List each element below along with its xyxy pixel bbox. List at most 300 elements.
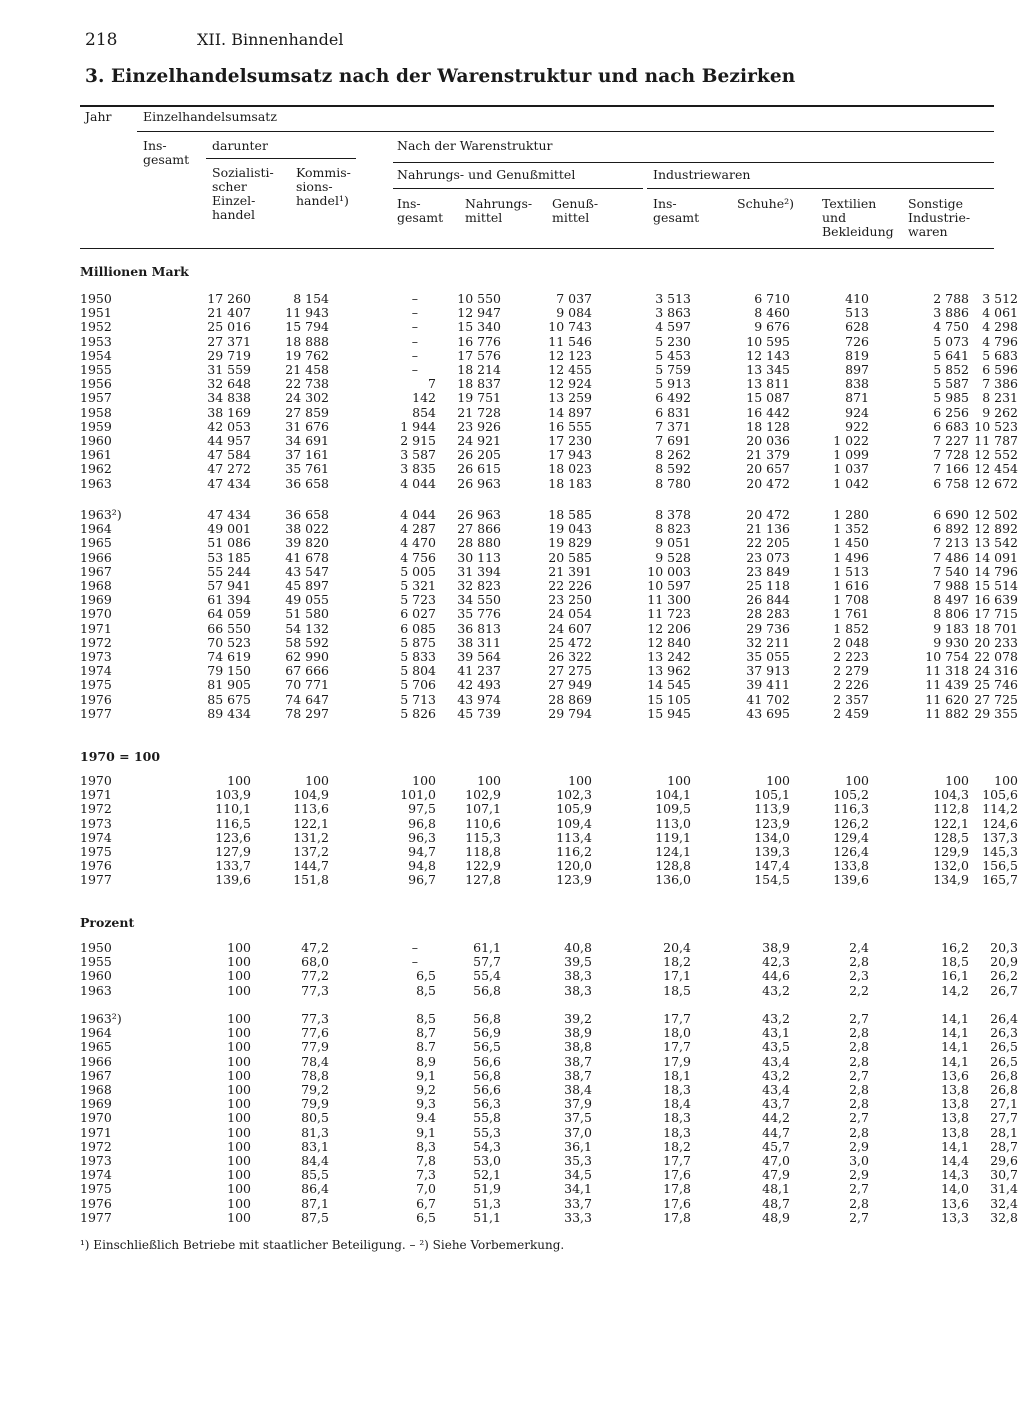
cell-jahr: 1976 [80, 858, 112, 874]
cell-schuhe: 2,7 [849, 1209, 869, 1225]
cell-jahr: 1969 [80, 1096, 112, 1112]
cell-sonstige: 12 892 [974, 521, 1018, 537]
cell-insgesamt: 42 053 [207, 418, 251, 434]
cell-iw-insgesamt: 15 087 [746, 390, 790, 406]
cell-kommissionshandel: 5 723 [400, 592, 436, 608]
table-row [80, 579, 1018, 593]
cell-genussmittel: 5 759 [655, 362, 691, 378]
cell-schuhe: 2,3 [849, 968, 869, 984]
cell-jahr: 1976 [80, 691, 112, 707]
cell-iw-insgesamt: 22 205 [746, 535, 790, 551]
cell-insgesamt: 100 [227, 1153, 251, 1169]
cell-ng-insgesamt: 41 237 [457, 663, 501, 679]
table-row [80, 391, 1018, 405]
cell-ng-insgesamt: 26 615 [457, 461, 501, 477]
cell-jahr: 1950 [80, 940, 112, 955]
cell-insgesamt: 25 016 [207, 319, 251, 335]
cell-jahr: 1961 [80, 447, 112, 463]
cell-schuhe: 2,8 [849, 1096, 869, 1112]
cell-sonstige: 32,8 [990, 1209, 1018, 1225]
cell-kommissionshandel: 96,3 [408, 829, 436, 845]
cell-ng-insgesamt: 56,3 [473, 1096, 501, 1112]
cell-nahrungsmittel: 14 897 [548, 404, 592, 420]
cell-insgesamt: 100 [227, 1053, 251, 1069]
cell-kommissionshandel: 3 835 [400, 461, 436, 477]
cell-genussmittel: 119,1 [655, 829, 691, 845]
cell-insgesamt: 44 957 [207, 433, 251, 449]
col-header-schuhe: Schuhe²) [737, 196, 795, 211]
cell-genussmittel: 8 378 [655, 507, 691, 522]
col-header-ng-insgesamt: Ins- gesamt [397, 196, 444, 225]
col-header-nahrungsmittel: Nahrungs- mittel [465, 196, 533, 225]
cell-sozialistischer-einzelhandel: 70 771 [285, 677, 329, 693]
cell-iw-insgesamt: 43 695 [746, 705, 790, 721]
cell-jahr: 1971 [80, 620, 112, 636]
cell-sonstige: 26,5 [990, 1039, 1018, 1055]
cell-nahrungsmittel: 26 322 [548, 649, 592, 665]
cell-textilien: 5 587 [933, 376, 969, 392]
cell-insgesamt: 100 [227, 1195, 251, 1211]
cell-kommissionshandel: 96,7 [408, 872, 436, 888]
cell-textilien: 16,2 [941, 940, 969, 955]
cell-schuhe: 410 [845, 291, 869, 306]
cell-kommissionshandel: 5 875 [400, 634, 436, 650]
cell-schuhe: 2 459 [833, 705, 869, 721]
cell-insgesamt: 32 648 [207, 376, 251, 392]
cell-sozialistischer-einzelhandel: 19 762 [285, 347, 329, 363]
cell-nahrungsmittel: 34,1 [564, 1181, 592, 1197]
cell-genussmittel: 124,1 [655, 844, 691, 860]
cell-insgesamt: 55 244 [207, 563, 251, 579]
cell-kommissionshandel: 5 706 [400, 677, 436, 693]
cell-sozialistischer-einzelhandel: 77,3 [301, 982, 329, 998]
cell-sozialistischer-einzelhandel: 49 055 [285, 592, 329, 608]
cell-jahr: 1956 [80, 376, 112, 392]
cell-iw-insgesamt: 113,9 [754, 801, 790, 817]
running-head: XII. Binnenhandel [197, 30, 344, 49]
cell-ng-insgesamt: 115,3 [465, 829, 501, 845]
cell-sonstige: 100 [994, 773, 1018, 788]
table-row [80, 1154, 1018, 1168]
cell-insgesamt: 100 [227, 1110, 251, 1126]
cell-sozialistischer-einzelhandel: 18 888 [285, 333, 329, 349]
cell-schuhe: 513 [845, 305, 869, 321]
cell-kommissionshandel: 7 [428, 376, 436, 392]
cell-insgesamt: 100 [227, 1124, 251, 1140]
cell-iw-insgesamt: 43,1 [762, 1025, 790, 1041]
cell-schuhe: 1 513 [833, 563, 869, 579]
cell-genussmittel: 18,1 [663, 1067, 691, 1083]
cell-jahr: 1977 [80, 872, 112, 888]
cell-sozialistischer-einzelhandel: 81,3 [301, 1124, 329, 1140]
cell-sonstige: 32,4 [990, 1195, 1018, 1211]
table-row [80, 420, 1018, 434]
table-row [80, 1211, 1018, 1225]
cell-genussmittel: 18,3 [663, 1124, 691, 1140]
cell-textilien: 6 758 [933, 475, 969, 491]
cell-kommissionshandel: 5 833 [400, 649, 436, 665]
cell-sonstige: 20,3 [990, 940, 1018, 955]
cell-sozialistischer-einzelhandel: 78,8 [301, 1067, 329, 1083]
cell-textilien: 8 806 [933, 606, 969, 622]
cell-sonstige: 5 683 [982, 347, 1018, 363]
cell-nahrungsmittel: 29 794 [548, 705, 592, 721]
cell-jahr: 1950 [80, 291, 112, 306]
cell-nahrungsmittel: 38,7 [564, 1067, 592, 1083]
cell-sonstige: 9 262 [982, 404, 1018, 420]
cell-ng-insgesamt: 56,8 [473, 1067, 501, 1083]
cell-jahr: 1963 [80, 475, 112, 491]
cell-jahr: 1974 [80, 829, 112, 845]
cell-textilien: 3 886 [933, 305, 969, 321]
cell-genussmittel: 10 597 [647, 578, 691, 594]
cell-ng-insgesamt: 16 776 [457, 333, 501, 349]
cell-kommissionshandel: 142 [412, 390, 436, 406]
cell-kommissionshandel: 8.7 [416, 1039, 436, 1055]
cell-nahrungsmittel: 37,9 [564, 1096, 592, 1112]
cell-genussmittel: 13 242 [647, 649, 691, 665]
cell-genussmittel: 100 [667, 773, 691, 788]
cell-ng-insgesamt: 52,1 [473, 1167, 501, 1183]
cell-iw-insgesamt: 154,5 [754, 872, 790, 888]
cell-insgesamt: 47 272 [207, 461, 251, 477]
cell-sonstige: 124,6 [982, 815, 1018, 831]
cell-sonstige: 27,1 [990, 1096, 1018, 1112]
cell-schuhe: 105,2 [833, 787, 869, 803]
table-row [80, 969, 1018, 983]
cell-sozialistischer-einzelhandel: 86,4 [301, 1181, 329, 1197]
cell-genussmittel: 18,4 [663, 1096, 691, 1112]
cell-ng-insgesamt: 27 866 [457, 521, 501, 537]
cell-insgesamt: 100 [227, 1025, 251, 1041]
cell-kommissionshandel: 9,2 [416, 1082, 436, 1098]
cell-genussmittel: 128,8 [655, 858, 691, 874]
cell-iw-insgesamt: 42,3 [762, 954, 790, 970]
cell-kommissionshandel: – [411, 347, 418, 363]
cell-ng-insgesamt: 43 974 [457, 691, 501, 707]
rule-under-warenstruktur [393, 162, 994, 163]
cell-jahr: 1962 [80, 461, 112, 477]
cell-iw-insgesamt: 6 710 [754, 291, 790, 306]
table-row [80, 320, 1018, 334]
cell-schuhe: 1 099 [833, 447, 869, 463]
cell-textilien: 18,5 [941, 954, 969, 970]
table-row [80, 984, 1018, 998]
cell-insgesamt: 116,5 [215, 815, 251, 831]
cell-nahrungsmittel: 102,3 [556, 787, 592, 803]
cell-schuhe: 1 042 [833, 475, 869, 491]
cell-sonstige: 26,3 [990, 1025, 1018, 1041]
cell-sonstige: 26,2 [990, 968, 1018, 984]
table-row [80, 448, 1018, 462]
cell-iw-insgesamt: 21 379 [746, 447, 790, 463]
cell-sozialistischer-einzelhandel: 144,7 [293, 858, 329, 874]
cell-jahr: 1960 [80, 968, 112, 984]
group-header-industriewaren: Industriewaren [653, 167, 751, 182]
cell-textilien: 129,9 [933, 844, 969, 860]
cell-sonstige: 20,9 [990, 954, 1018, 970]
cell-jahr: 1969 [80, 592, 112, 608]
cell-sonstige: 15 514 [974, 578, 1018, 594]
cell-jahr: 1955 [80, 954, 112, 970]
table-row [80, 845, 1018, 859]
cell-genussmittel: 17,8 [663, 1209, 691, 1225]
cell-textilien: 134,9 [933, 872, 969, 888]
cell-jahr: 1968 [80, 1082, 112, 1098]
table-row [80, 335, 1018, 349]
cell-jahr: 1967 [80, 563, 112, 579]
cell-kommissionshandel: 4 756 [400, 549, 436, 565]
cell-nahrungsmittel: 17 943 [548, 447, 592, 463]
cell-ng-insgesamt: 21 728 [457, 404, 501, 420]
cell-iw-insgesamt: 38,9 [762, 940, 790, 955]
cell-schuhe: 2,7 [849, 1067, 869, 1083]
cell-sonstige: 24 316 [974, 663, 1018, 679]
cell-sozialistischer-einzelhandel: 62 990 [285, 649, 329, 665]
cell-genussmittel: 17,7 [663, 1011, 691, 1026]
cell-textilien: 13,6 [941, 1067, 969, 1083]
cell-jahr: 1973 [80, 1153, 112, 1169]
cell-sonstige: 29 355 [974, 705, 1018, 721]
cell-sonstige: 165,7 [982, 872, 1018, 888]
cell-ng-insgesamt: 54,3 [473, 1138, 501, 1154]
cell-kommissionshandel: 101,0 [400, 787, 436, 803]
cell-kommissionshandel: 4 470 [400, 535, 436, 551]
cell-schuhe: 2,8 [849, 954, 869, 970]
cell-sozialistischer-einzelhandel: 34 691 [285, 433, 329, 449]
cell-kommissionshandel: – [411, 362, 418, 378]
cell-schuhe: 2,8 [849, 1195, 869, 1211]
cell-ng-insgesamt: 34 550 [457, 592, 501, 608]
cell-sozialistischer-einzelhandel: 67 666 [285, 663, 329, 679]
cell-iw-insgesamt: 13 811 [746, 376, 790, 392]
cell-kommissionshandel: 6 027 [400, 606, 436, 622]
cell-iw-insgesamt: 23 073 [746, 549, 790, 565]
cell-genussmittel: 6 831 [655, 404, 691, 420]
cell-genussmittel: 8 823 [655, 521, 691, 537]
cell-ng-insgesamt: 35 776 [457, 606, 501, 622]
cell-schuhe: 2,8 [849, 1025, 869, 1041]
cell-sonstige: 30,7 [990, 1167, 1018, 1183]
cell-sonstige: 12 552 [974, 447, 1018, 463]
cell-sozialistischer-einzelhandel: 38 022 [285, 521, 329, 537]
cell-textilien: 7 728 [933, 447, 969, 463]
cell-genussmittel: 6 492 [655, 390, 691, 406]
data-block-index-1970 [80, 774, 1018, 888]
cell-textilien: 14,0 [941, 1181, 969, 1197]
cell-textilien: 7 540 [933, 563, 969, 579]
cell-kommissionshandel: 8,7 [416, 1025, 436, 1041]
cell-insgesamt: 66 550 [207, 620, 251, 636]
cell-jahr: 1959 [80, 418, 112, 434]
table-row [80, 292, 1018, 306]
cell-genussmittel: 12 206 [647, 620, 691, 636]
cell-kommissionshandel: 4 044 [400, 475, 436, 491]
table-row [80, 462, 1018, 476]
cell-iw-insgesamt: 35 055 [746, 649, 790, 665]
cell-textilien: 7 166 [933, 461, 969, 477]
cell-schuhe: 1 037 [833, 461, 869, 477]
cell-ng-insgesamt: 56,6 [473, 1053, 501, 1069]
cell-sozialistischer-einzelhandel: 78,4 [301, 1053, 329, 1069]
cell-genussmittel: 9 528 [655, 549, 691, 565]
table-row [80, 774, 1018, 788]
cell-nahrungsmittel: 27 275 [548, 663, 592, 679]
cell-textilien: 7 988 [933, 578, 969, 594]
cell-kommissionshandel: 8,5 [416, 982, 436, 998]
cell-ng-insgesamt: 102,9 [465, 787, 501, 803]
group-header-darunter: darunter [212, 138, 268, 153]
cell-insgesamt: 139,6 [215, 872, 251, 888]
cell-kommissionshandel: 9,1 [416, 1124, 436, 1140]
cell-sozialistischer-einzelhandel: 15 794 [285, 319, 329, 335]
cell-jahr: 1973 [80, 649, 112, 665]
cell-sonstige: 137,3 [982, 829, 1018, 845]
cell-sozialistischer-einzelhandel: 11 943 [285, 305, 329, 321]
cell-insgesamt: 100 [227, 982, 251, 998]
cell-genussmittel: 15 105 [647, 691, 691, 707]
cell-insgesamt: 100 [227, 1209, 251, 1225]
col-header-insgesamt: Ins- gesamt [143, 138, 190, 167]
cell-insgesamt: 127,9 [215, 844, 251, 860]
table-row [80, 678, 1018, 692]
cell-genussmittel: 5 453 [655, 347, 691, 363]
cell-textilien: 5 985 [933, 390, 969, 406]
cell-sonstige: 31,4 [990, 1181, 1018, 1197]
cell-ng-insgesamt: 32 823 [457, 578, 501, 594]
data-block-prozent-1963-1977 [80, 1012, 1018, 1225]
cell-sonstige: 4 061 [982, 305, 1018, 321]
cell-textilien: 14,1 [941, 1025, 969, 1041]
cell-iw-insgesamt: 16 442 [746, 404, 790, 420]
cell-genussmittel: 10 003 [647, 563, 691, 579]
cell-schuhe: 838 [845, 376, 869, 392]
cell-iw-insgesamt: 139,3 [754, 844, 790, 860]
cell-iw-insgesamt: 20 036 [746, 433, 790, 449]
cell-nahrungsmittel: 38,8 [564, 1039, 592, 1055]
cell-sozialistischer-einzelhandel: 77,9 [301, 1039, 329, 1055]
cell-nahrungsmittel: 11 546 [548, 333, 592, 349]
cell-iw-insgesamt: 48,7 [762, 1195, 790, 1211]
cell-genussmittel: 17,6 [663, 1195, 691, 1211]
table-row [80, 650, 1018, 664]
cell-nahrungsmittel: 23 250 [548, 592, 592, 608]
cell-sonstige: 12 672 [974, 475, 1018, 491]
table-row [80, 1168, 1018, 1182]
cell-genussmittel: 17,7 [663, 1039, 691, 1055]
cell-sonstige: 20 233 [974, 634, 1018, 650]
cell-nahrungsmittel: 7 037 [556, 291, 592, 306]
cell-textilien: 100 [945, 773, 969, 788]
cell-sozialistischer-einzelhandel: 36 658 [285, 475, 329, 491]
table-title: 3. Einzelhandelsumsatz nach der Warenstruktur und nach Bezirken [85, 66, 796, 87]
cell-genussmittel: 136,0 [655, 872, 691, 888]
cell-kommissionshandel: 4 044 [400, 507, 436, 522]
cell-insgesamt: 49 001 [207, 521, 251, 537]
cell-nahrungsmittel: 25 472 [548, 634, 592, 650]
cell-jahr: 1958 [80, 404, 112, 420]
cell-textilien: 6 690 [933, 507, 969, 522]
cell-insgesamt: 34 838 [207, 390, 251, 406]
cell-kommissionshandel: 94,7 [408, 844, 436, 860]
cell-sonstige: 145,3 [982, 844, 1018, 860]
cell-schuhe: 2,8 [849, 1082, 869, 1098]
cell-textilien: 13,8 [941, 1082, 969, 1098]
cell-iw-insgesamt: 123,9 [754, 815, 790, 831]
cell-sonstige: 16 639 [974, 592, 1018, 608]
table-row [80, 941, 1018, 955]
cell-jahr: 1977 [80, 1209, 112, 1225]
cell-genussmittel: 17,1 [663, 968, 691, 984]
cell-genussmittel: 17,9 [663, 1053, 691, 1069]
cell-ng-insgesamt: 26 205 [457, 447, 501, 463]
cell-sozialistischer-einzelhandel: 21 458 [285, 362, 329, 378]
cell-textilien: 9 930 [933, 634, 969, 650]
cell-schuhe: 871 [845, 390, 869, 406]
cell-textilien: 14,1 [941, 1011, 969, 1026]
cell-ng-insgesamt: 56,8 [473, 1011, 501, 1026]
cell-insgesamt: 103,9 [215, 787, 251, 803]
cell-jahr: 1972 [80, 801, 112, 817]
table-row [80, 349, 1018, 363]
cell-sozialistischer-einzelhandel: 77,3 [301, 1011, 329, 1026]
table-row [80, 1126, 1018, 1140]
cell-ng-insgesamt: 24 921 [457, 433, 501, 449]
cell-nahrungsmittel: 38,3 [564, 968, 592, 984]
cell-jahr: 1973 [80, 815, 112, 831]
cell-sozialistischer-einzelhandel: 151,8 [293, 872, 329, 888]
cell-nahrungsmittel: 10 743 [548, 319, 592, 335]
table-row [80, 363, 1018, 377]
cell-iw-insgesamt: 29 736 [746, 620, 790, 636]
cell-insgesamt: 47 434 [207, 507, 251, 522]
cell-schuhe: 116,3 [833, 801, 869, 817]
table-row [80, 1182, 1018, 1196]
cell-insgesamt: 57 941 [207, 578, 251, 594]
cell-textilien: 5 073 [933, 333, 969, 349]
cell-sozialistischer-einzelhandel: 80,5 [301, 1110, 329, 1126]
cell-nahrungsmittel: 33,7 [564, 1195, 592, 1211]
cell-ng-insgesamt: 12 947 [457, 305, 501, 321]
cell-schuhe: 2 357 [833, 691, 869, 707]
section-heading-millionen-mark: Millionen Mark [80, 264, 189, 279]
cell-sonstige: 29,6 [990, 1153, 1018, 1169]
cell-nahrungsmittel: 35,3 [564, 1153, 592, 1169]
cell-kommissionshandel: 9.4 [416, 1110, 436, 1126]
cell-textilien: 128,5 [933, 829, 969, 845]
cell-schuhe: 1 022 [833, 433, 869, 449]
cell-sonstige: 14 796 [974, 563, 1018, 579]
cell-textilien: 10 754 [925, 649, 969, 665]
cell-sonstige: 4 796 [982, 333, 1018, 349]
cell-textilien: 4 750 [933, 319, 969, 335]
cell-iw-insgesamt: 8 460 [754, 305, 790, 321]
cell-iw-insgesamt: 43,2 [762, 1011, 790, 1026]
cell-insgesamt: 100 [227, 1067, 251, 1083]
cell-insgesamt: 100 [227, 1138, 251, 1154]
cell-textilien: 7 213 [933, 535, 969, 551]
cell-insgesamt: 100 [227, 773, 251, 788]
table-row [80, 817, 1018, 831]
cell-kommissionshandel: 96,8 [408, 815, 436, 831]
cell-kommissionshandel: 7,8 [416, 1153, 436, 1169]
cell-genussmittel: 17,6 [663, 1167, 691, 1183]
cell-kommissionshandel: 5 713 [400, 691, 436, 707]
cell-jahr: 1972 [80, 1138, 112, 1154]
section-heading-prozent: Prozent [80, 915, 135, 930]
cell-ng-insgesamt: 55,3 [473, 1124, 501, 1140]
cell-iw-insgesamt: 9 676 [754, 319, 790, 335]
